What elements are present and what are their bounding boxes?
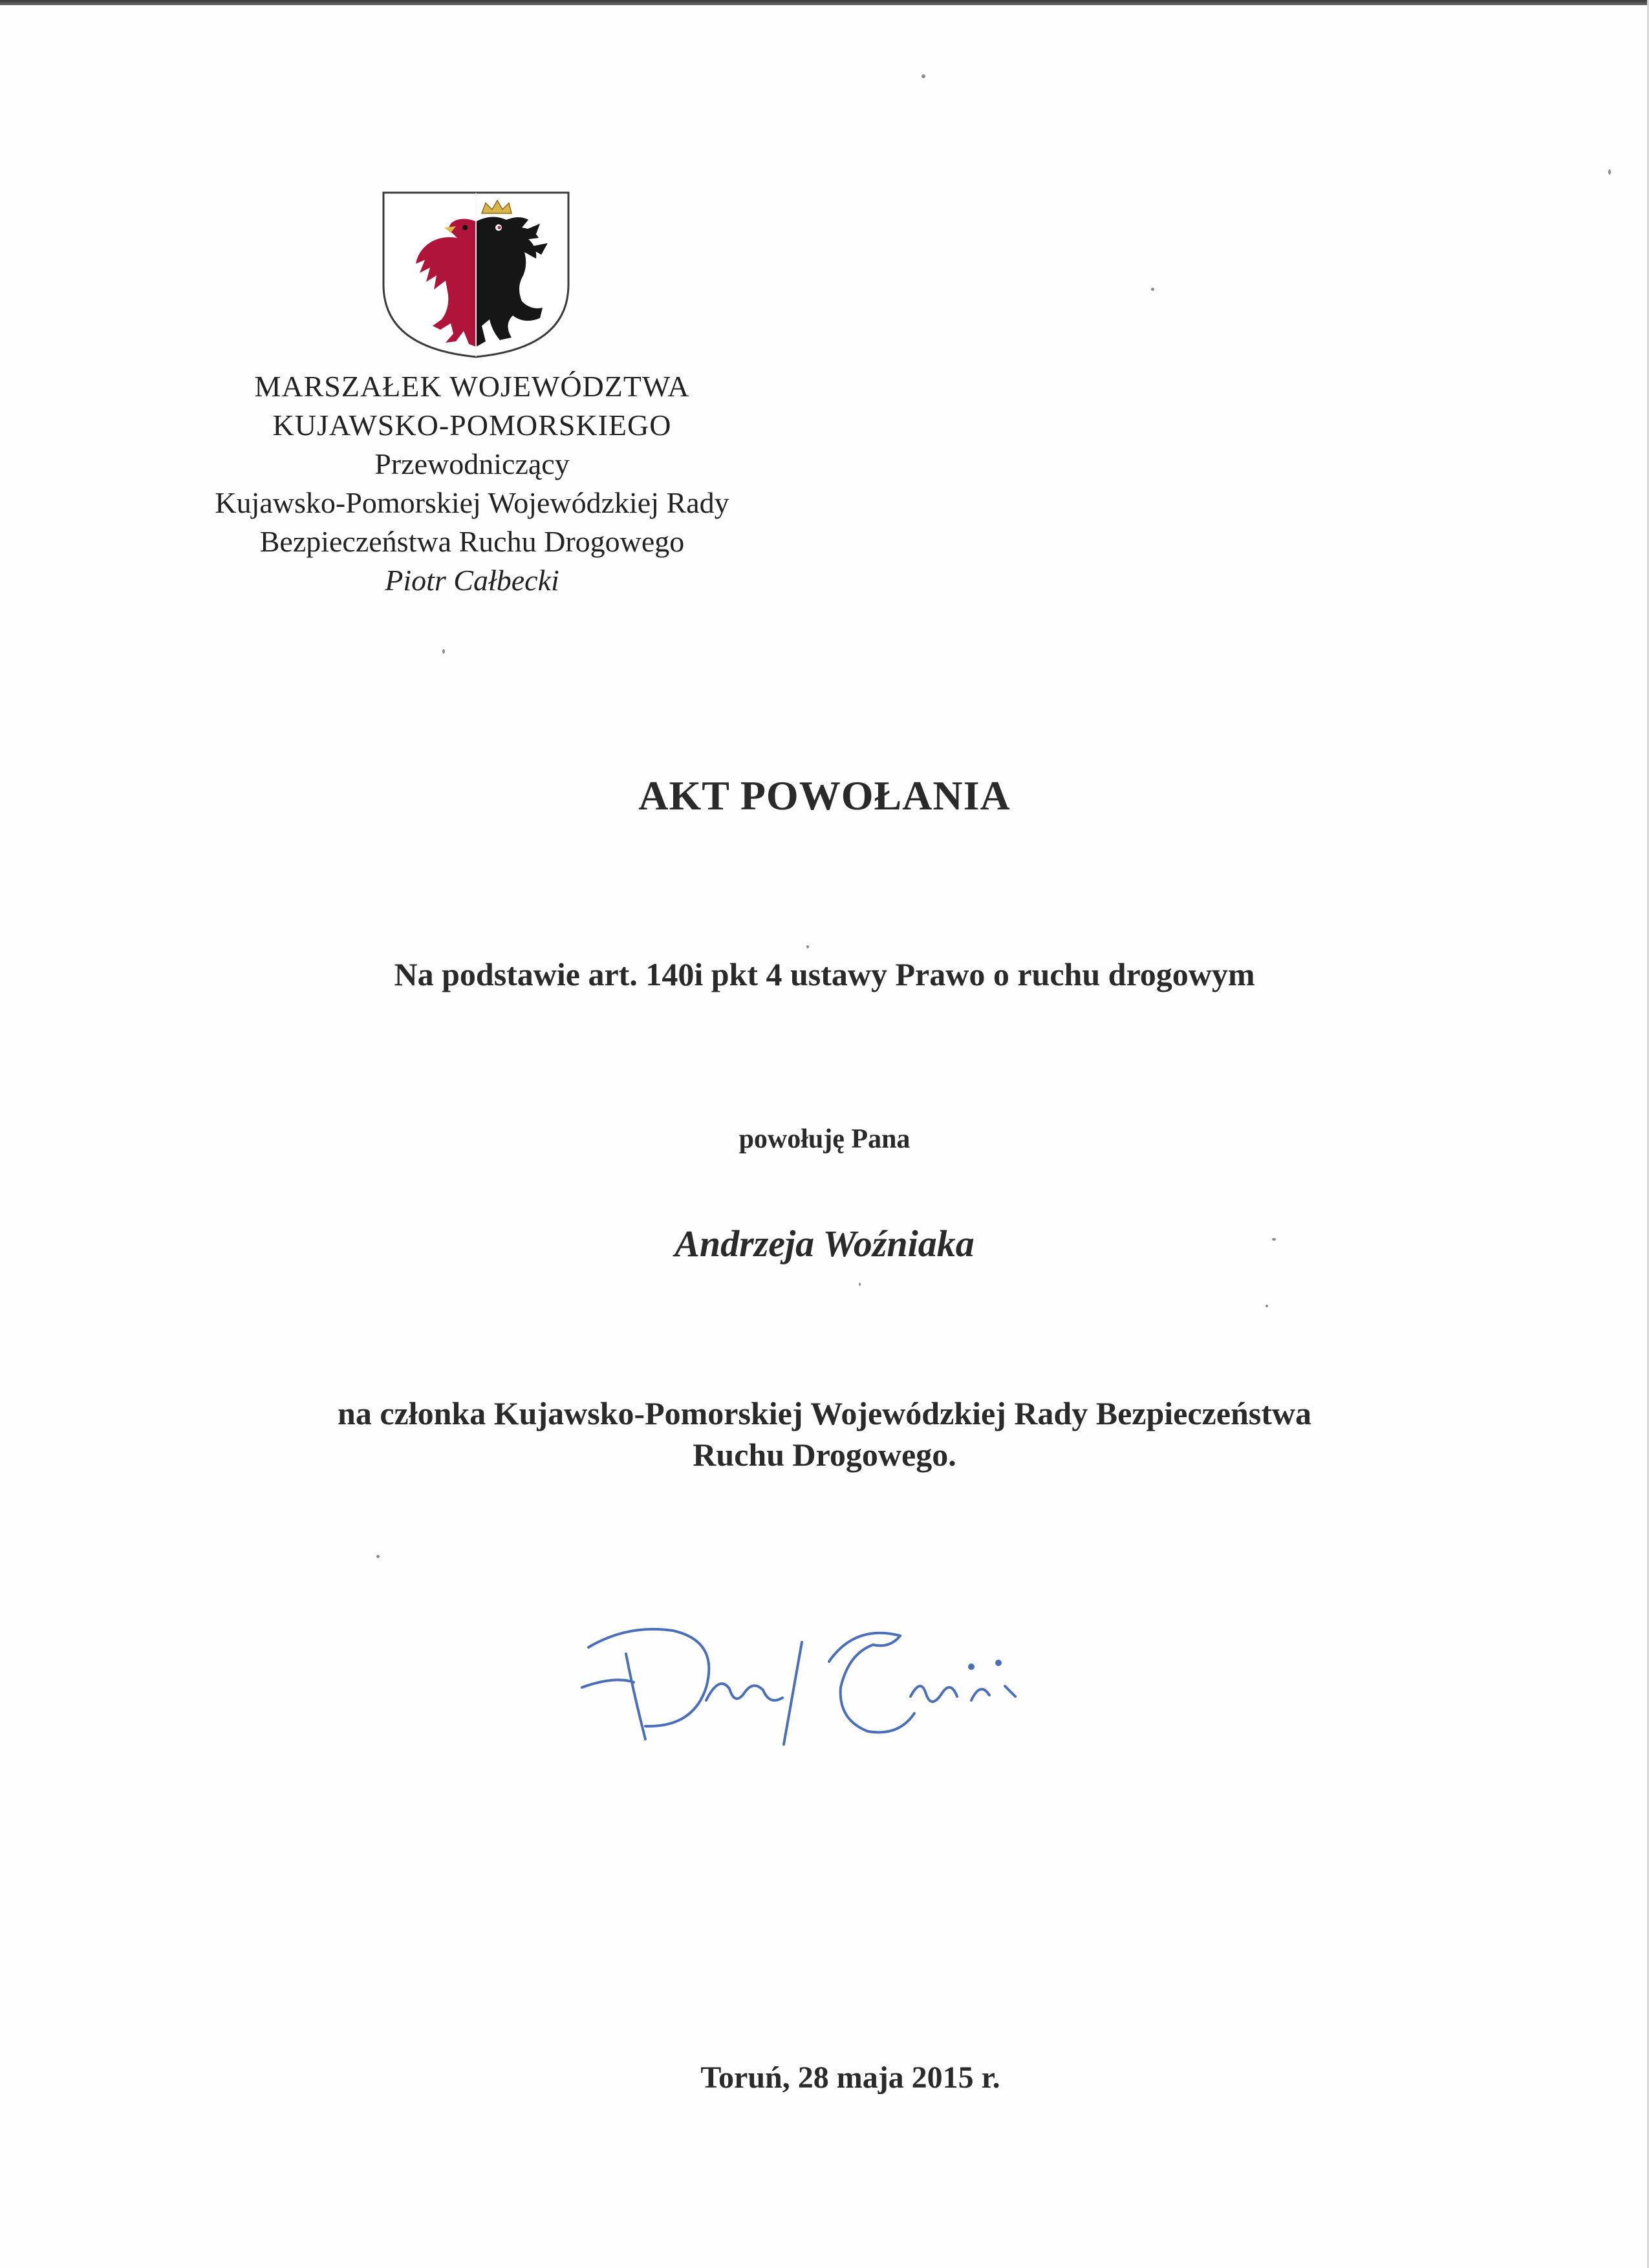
appointment-role <box>0 1393 1649 1475</box>
place-and-date: Toruń, 28 maja 2015 r. <box>700 2060 1000 2095</box>
office-title: MARSZAŁEK WOJEWÓDZTWA <box>254 370 690 403</box>
appointment-phrase: powołuję Pana <box>738 1124 911 1154</box>
scan-speck <box>1266 1305 1268 1307</box>
appointee-name: Andrzeja Woźniaka <box>674 1223 975 1265</box>
scan-speck <box>859 1283 861 1286</box>
legal-basis: Na podstawie art. 140i pkt 4 ustawy Prawo o ruchu drogowym <box>394 956 1255 992</box>
scan-speck <box>921 74 925 78</box>
scan-top-edge <box>0 0 1649 5</box>
issuer-header <box>181 367 763 600</box>
issuer-name: Piotr Całbecki <box>385 564 559 597</box>
document-title: AKT POWOŁANIA <box>638 773 1011 818</box>
issuer-council: Kujawsko-Pomorskiej Wojewódzkiej Rady <box>215 486 729 519</box>
handwritten-signature <box>569 1590 1048 1752</box>
scan-speck <box>1151 288 1154 291</box>
scan-speck <box>442 649 445 654</box>
scan-speck <box>806 945 809 948</box>
appointment-role-line: Ruchu Drogowego. <box>693 1437 956 1473</box>
issuer-role: Przewodniczący <box>374 447 570 480</box>
issuer-council-continued: Bezpieczeństwa Ruchu Drogowego <box>259 525 685 558</box>
office-region: KUJAWSKO-POMORSKIEGO <box>272 409 672 442</box>
appointment-role-line: na członka Kujawsko-Pomorskiej Wojewódzkiej Rady Bezpieczeństwa <box>338 1395 1311 1431</box>
scan-speck <box>376 1555 380 1558</box>
coat-of-arms-icon <box>378 187 574 361</box>
scan-speck <box>1608 169 1611 175</box>
